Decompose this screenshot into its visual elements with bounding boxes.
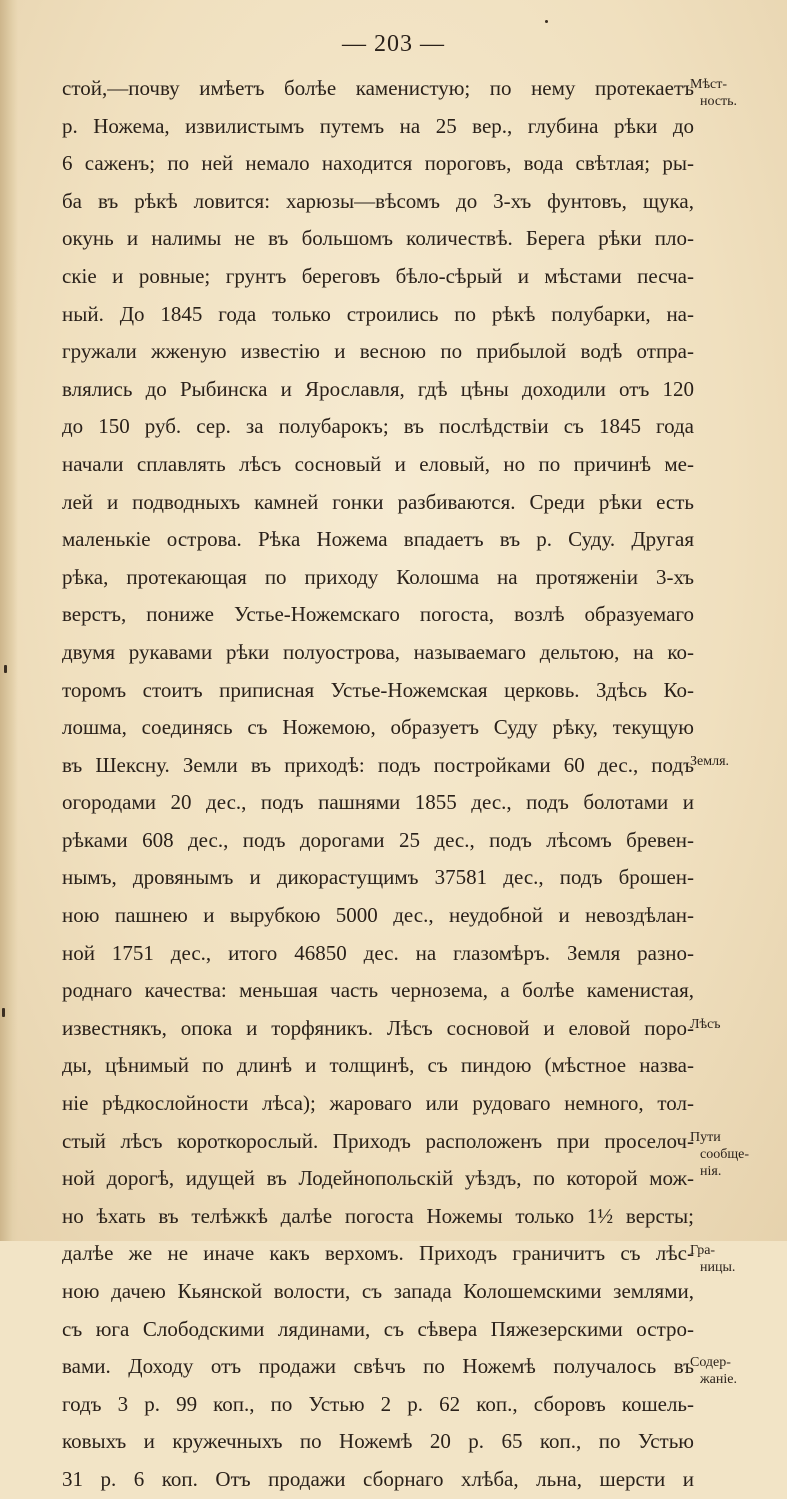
- text-line: годъ 3 р. 99 коп., по Устью 2 р. 62 коп., сборовъ кошель-: [62, 1391, 694, 1416]
- text-line: верстъ, пониже Устье-Ножемскаго погоста, возлѣ образуемаго: [62, 602, 694, 627]
- text-line: ба въ рѣкѣ ловится: харюзы—вѣсомъ до 3-хъ фунтовъ, щука,: [62, 188, 694, 213]
- margin-note-row: Гра-: [690, 1242, 716, 1258]
- text-line: 6 саженъ; по ней немало находится пороговъ, вода свѣтлая; ры-: [62, 151, 694, 176]
- text-line: стой,—почву имѣетъ болѣе каменистую; по нему протекаетъ: [62, 76, 694, 100]
- margin-note-row: Мѣст-: [690, 77, 728, 92]
- text-line: ной дорогѣ, идущей въ Лодейнопольскій уѣздъ, по которой мож-: [62, 1166, 694, 1191]
- text-line: съ юга Слободскими лядинами, съ сѣвера Пяжезерскими остро-: [62, 1316, 694, 1341]
- margin-note-row: Содер-: [690, 1355, 731, 1371]
- body-text: [62, 70, 694, 1499]
- text-line: вами. Доходу отъ продажи свѣчъ по Ножемѣ получалось въ: [62, 1354, 694, 1379]
- page-number: — 203 —: [342, 31, 445, 57]
- text-line: начали сплавлять лѣсъ сосновый и еловый, но по причинѣ ме-: [62, 451, 694, 476]
- text-line: ною дачею Кьянской волости, съ запада Колошемскими землями,: [62, 1279, 694, 1303]
- margin-note-row: Земля.: [690, 753, 730, 769]
- text-line: известнякъ, опока и торфяникъ. Лѣсъ сосновой и еловой поро-: [62, 1015, 694, 1040]
- margin-note-row: ницы.: [700, 1259, 736, 1275]
- text-line: ніе рѣдкослойности лѣса); жароваго или рудоваго немного, тол-: [62, 1091, 694, 1116]
- text-line: лей и подводныхъ камней гонки разбиваются. Среди рѣки есть: [62, 489, 694, 514]
- text-line: гружали жженую известію и весною по прибылой водѣ отпра-: [62, 339, 694, 364]
- text-line: маленькіе острова. Рѣка Ножема впадаетъ въ р. Суду. Другая: [62, 527, 694, 552]
- text-line: торомъ стоитъ приписная Устье-Ножемская церковь. Здѣсь Ко-: [62, 677, 694, 702]
- margin-note: [690, 1016, 782, 1033]
- margin-note-row: ность.: [700, 94, 738, 109]
- margin-note: [690, 1129, 782, 1180]
- text-line: ною пашнею и вырубкою 5000 дес., неудобной и невоздѣлан-: [62, 903, 694, 928]
- margin-note: [690, 76, 782, 110]
- ink-speck: [545, 20, 548, 23]
- margin-note-row: нія.: [700, 1163, 722, 1179]
- text-line: но ѣхать въ телѣжкѣ далѣе погоста Ножемы только 1½ версты;: [62, 1203, 694, 1228]
- text-line: скіе и ровные; грунтъ береговъ бѣло-сѣрый и мѣстами песча-: [62, 263, 694, 288]
- text-line: влялись до Рыбинска и Ярославля, гдѣ цѣны доходили отъ 120: [62, 376, 694, 401]
- page-gutter-shadow: [0, 0, 18, 1241]
- text-line: р. Ножема, извилистымъ путемъ на 25 вер., глубина рѣки до: [62, 113, 694, 138]
- text-line: рѣками 608 дес., подъ дорогами 25 дес., подъ лѣсомъ бревен-: [62, 827, 694, 852]
- text-line: ды, цѣнимый по длинѣ и толщинѣ, съ пиндою (мѣстное назва-: [62, 1053, 694, 1078]
- text-line: далѣе же не иначе какъ верхомъ. Приходъ граничитъ съ лѣс-: [62, 1241, 694, 1266]
- text-line: двумя рукавами рѣки полуострова, называемаго дельтою, на ко-: [62, 639, 694, 664]
- margin-note-row: сообще-: [700, 1146, 749, 1162]
- text-line: роднаго качества: меньшая часть чернозема, а болѣе каменистая,: [62, 978, 694, 1003]
- text-line: ковыхъ и кружечныхъ по Ножемѣ 20 р. 65 коп., по Устью: [62, 1429, 694, 1454]
- text-line: до 150 руб. сер. за полубарокъ; въ послѣдствіи съ 1845 года: [62, 414, 694, 439]
- ink-speck: [4, 665, 7, 673]
- text-line: ный. До 1845 года только строились по рѣкѣ полубарки, на-: [62, 301, 694, 326]
- text-line: стый лѣсъ короткорослый. Приходъ расположенъ при проселоч-: [62, 1128, 694, 1153]
- text-line: 31 р. 6 коп. Отъ продажи сборнаго хлѣба, льна, шерсти и: [62, 1466, 694, 1491]
- margin-note: [690, 1242, 782, 1276]
- margin-note-row: Лѣсъ: [690, 1017, 721, 1032]
- text-line: нымъ, дровянымъ и дикорастущимъ 37581 дес., подъ брошен-: [62, 865, 694, 890]
- text-line: лошма, соединясь съ Ножемою, образуетъ Суду рѣку, текущую: [62, 715, 694, 740]
- text-line: въ Шексну. Земли въ приходѣ: подъ постройками 60 дес., подъ: [62, 752, 694, 777]
- margin-note-row: Пути: [690, 1129, 721, 1145]
- text-line: окунь и налимы не въ большомъ количествѣ. Берега рѣки пло-: [62, 226, 694, 251]
- margin-note: [690, 1354, 782, 1388]
- text-line: огородами 20 дес., подъ пашнями 1855 дес., подъ болотами и: [62, 790, 694, 815]
- text-line: ной 1751 дес., итого 46850 дес. на глазомѣръ. Земля разно-: [62, 940, 694, 965]
- margin-note: [690, 753, 782, 770]
- ink-speck: [2, 1008, 5, 1017]
- text-line: рѣка, протекающая по приходу Колошма на протяженіи 3-хъ: [62, 564, 694, 589]
- margin-note-row: жаніе.: [700, 1372, 737, 1388]
